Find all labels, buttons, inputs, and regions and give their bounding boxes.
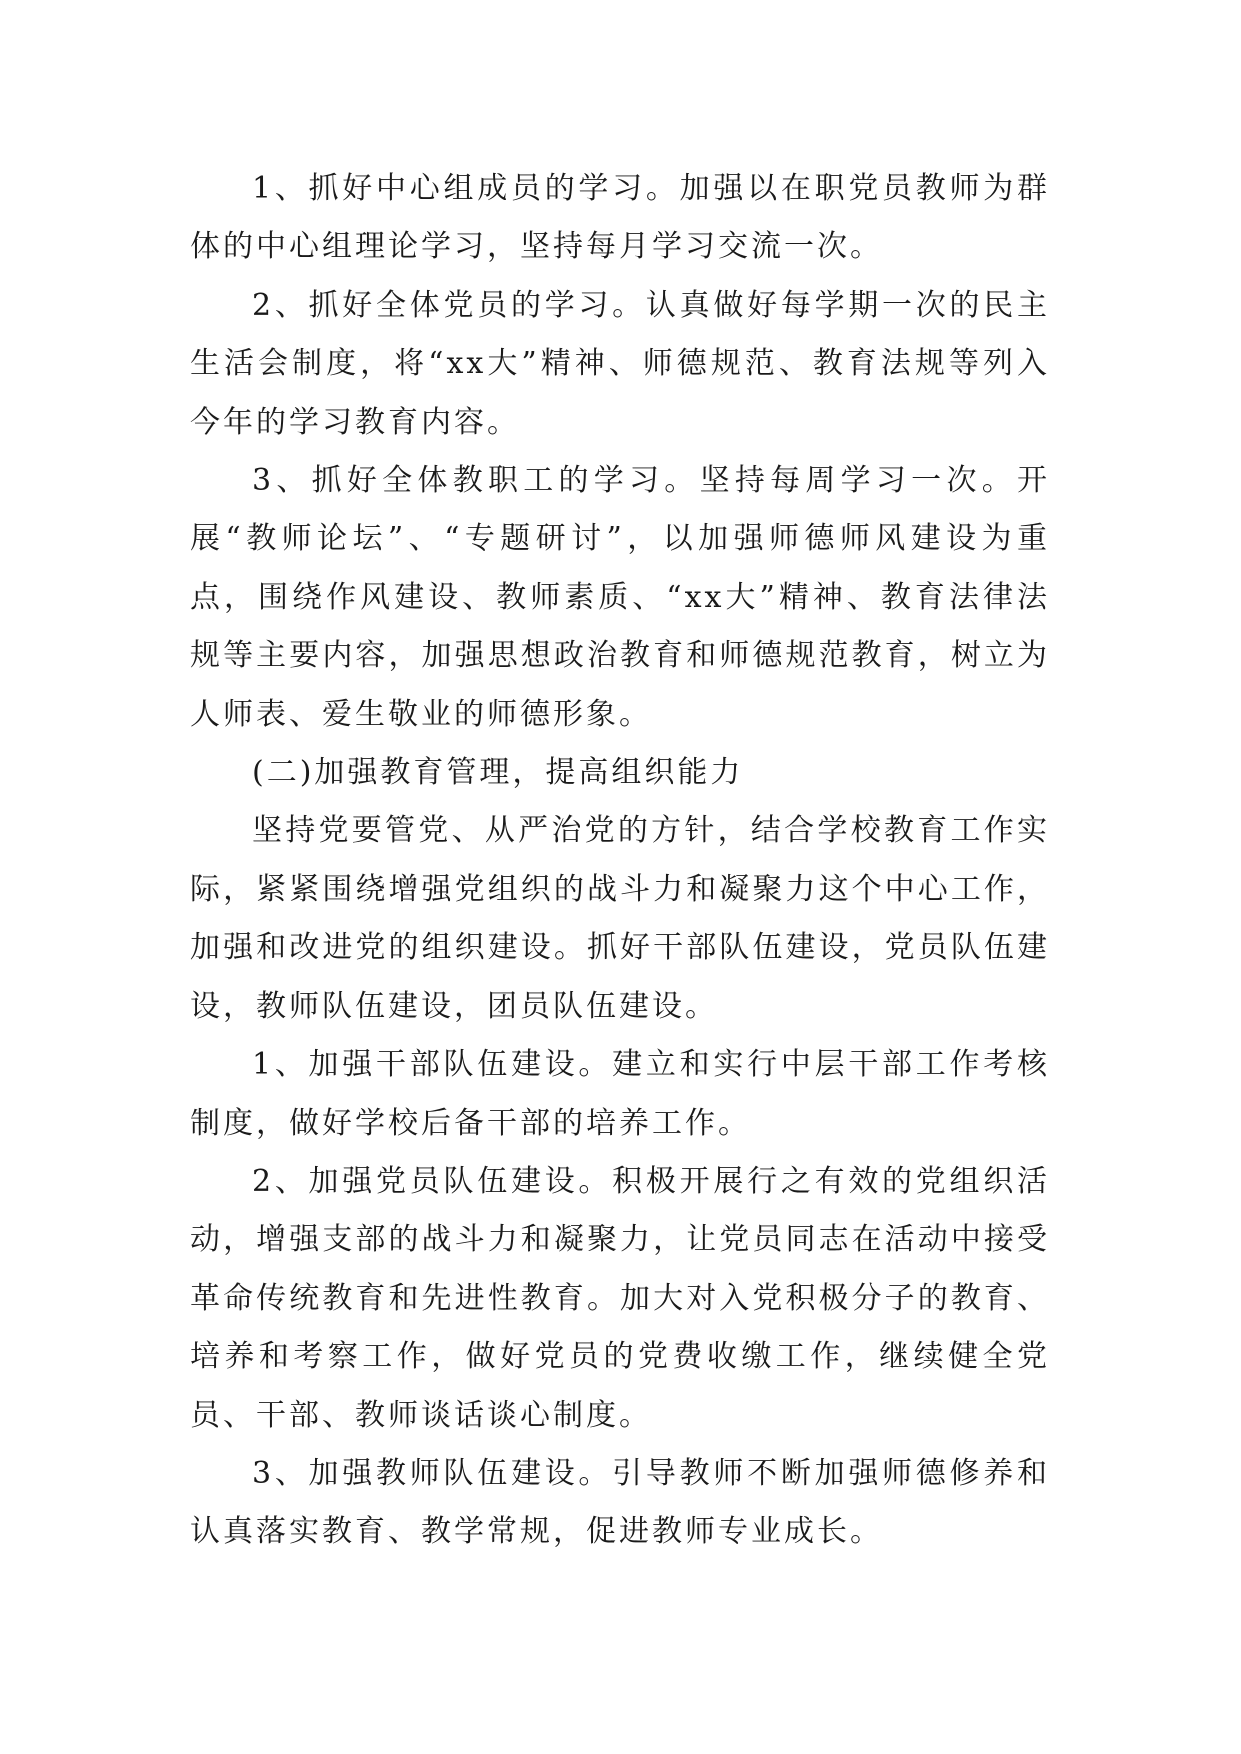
paragraph-member-team: 2、加强党员队伍建设。积极开展行之有效的党组织活动，增强支部的战斗力和凝聚力，让党员同志在活动中接受革命传统教育和先进性教育。加大对入党积极分子的教育、培养和考察工作，做好党员的党费收缴工作，继续健全党员、干部、教师谈话谈心制度。 (190, 1163, 1050, 1433)
paragraph-teacher-team: 3、加强教师队伍建设。引导教师不断加强师德修养和认真落实教育、教学常规，促进教师专业成长。 (190, 1455, 1050, 1550)
section-heading-management: (二)加强教育管理，提高组织能力 (252, 755, 744, 791)
paragraph-study-central-group: 1、抓好中心组成员的学习。加强以在职党员教师为群体的中心组理论学习，坚持每月学习交流一次。 (190, 171, 1050, 265)
paragraph-cadre-team: 1、加强干部队伍建设。建立和实行中层干部工作考核制度，做好学校后备干部的培养工作。 (190, 1047, 1050, 1141)
document-body (190, 160, 1050, 1562)
paragraph-study-all-members: 2、抓好全体党员的学习。认真做好每学期一次的民主生活会制度，将“xx大”精神、师德规范、教育法规等列入今年的学习教育内容。 (190, 287, 1050, 440)
paragraph-study-all-staff: 3、抓好全体教职工的学习。坚持每周学习一次。开展“教师论坛”、“专题研讨”，以加强师德师风建设为重点，围绕作风建设、教师素质、“xx大”精神、教育法律法规等主要内容，加强思想政治教育和师德规范教育，树立为人师表、爱生敬业的师德形象。 (190, 463, 1050, 732)
paragraph-management-overview: 坚持党要管党、从严治党的方针，结合学校教育工作实际，紧紧围绕增强党组织的战斗力和凝聚力这个中心工作，加强和改进党的组织建设。抓好干部队伍建设，党员队伍建设，教师队伍建设，团员队伍建设。 (190, 813, 1050, 1024)
